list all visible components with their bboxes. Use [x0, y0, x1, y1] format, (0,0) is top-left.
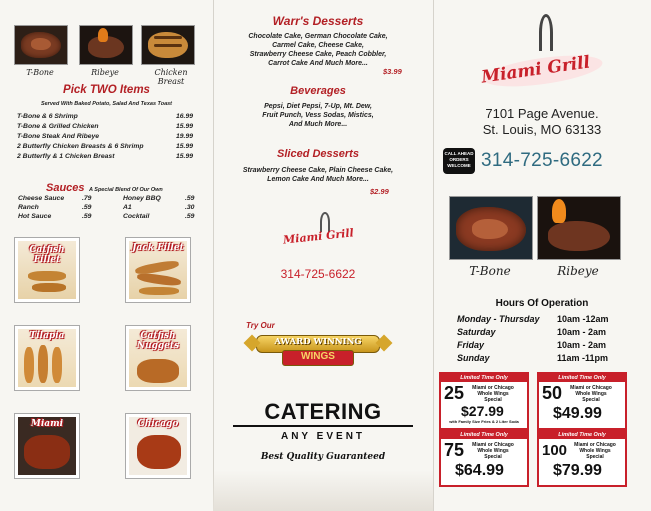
sauce-name: Cocktail — [123, 213, 150, 220]
sauces-heading — [46, 178, 163, 196]
coupon-line: Whole Wings — [579, 448, 611, 454]
sauce-price: .59 — [185, 213, 195, 220]
right-phone: 314-725-6622 — [481, 150, 603, 171]
pick-item-price: 19.99 — [176, 133, 194, 140]
left-panel — [0, 0, 213, 511]
beverage-line: Pepsi, Diet Pepsi, 7-Up, Mt. Dew, — [264, 103, 372, 110]
sauce-name: Ranch — [18, 204, 39, 211]
dessert-line: Carmel Cake, Cheese Cake, — [272, 42, 364, 49]
dessert-line: Strawberry Cheese Cake, Peach Cobbler, — [249, 51, 387, 58]
coupon-line: Miami or Chicago — [570, 385, 612, 391]
coupon-price: $27.99 — [461, 403, 504, 419]
hours-day: Saturday — [457, 327, 496, 337]
ribeye-caption: Ribeye — [91, 68, 119, 77]
catfish-fillet-tile — [15, 238, 79, 302]
coupon-line: Miami or Chicago — [472, 442, 514, 448]
coupon-line: Special — [582, 397, 600, 403]
hours-time: 10am - 2am — [557, 327, 607, 337]
coupon-price: $79.99 — [553, 462, 602, 479]
pick-item-name: T-Bone & 6 Shrimp — [17, 113, 78, 120]
coupon-line: Whole Wings — [477, 391, 509, 397]
miami-wings-label: Miami — [30, 419, 64, 429]
catering-title: CATERING — [264, 399, 382, 424]
sliced-dessert-line: Lemon Cake And Much More... — [267, 176, 369, 183]
pick-two-title: Pick TWO Items — [63, 84, 150, 96]
beverage-line: Fruit Punch, Vess Sodas, Mistics, — [262, 112, 374, 119]
sliced-desserts-price: $2.99 — [370, 187, 389, 196]
coupon-line: Special — [586, 454, 604, 460]
jack-fillet-label: Jack Fillet — [132, 243, 184, 253]
coupon-card — [537, 429, 627, 487]
coupon-line: Whole Wings — [575, 391, 607, 397]
sauce-name: Honey BBQ — [123, 195, 161, 202]
call-ahead-badge — [443, 148, 475, 174]
dessert-line: Carrot Cake And Much More... — [268, 60, 368, 67]
ribeye-caption-large: Ribeye — [557, 264, 599, 278]
coupon-lines — [561, 385, 621, 403]
coupon-line: Special — [484, 397, 502, 403]
sauce-price: .59 — [82, 213, 92, 220]
pick-two-subtitle: Served With Baked Potato, Salad And Texas Toast — [40, 101, 173, 107]
pick-item-name: T-Bone Steak And Ribeye — [17, 133, 100, 140]
beverages-title: Beverages — [290, 85, 346, 97]
palm-backdrop — [213, 470, 433, 511]
hours-day: Monday - Thursday — [457, 314, 540, 324]
sauce-price: .59 — [82, 204, 92, 211]
sauces-title: Sauces — [46, 182, 85, 194]
catfish-fillet-label: Catfish Fillet — [29, 245, 65, 265]
tilapia-tile — [15, 326, 79, 390]
desserts-price: $3.99 — [383, 67, 402, 76]
hours-time: 11am -11pm — [557, 353, 609, 363]
try-our-text: Try Our — [246, 321, 275, 330]
coupon-line: Whole Wings — [477, 448, 509, 454]
logo-wordmark: Miami Grill — [282, 226, 355, 247]
coupon-extra: with Family Size Fries & 2 Liter Soda — [449, 419, 519, 424]
coupon-card — [439, 429, 529, 487]
desserts-title: Warr's Desserts — [272, 14, 364, 28]
catering-subtitle: ANY EVENT — [280, 431, 366, 442]
right-panel — [433, 0, 651, 511]
beverage-line: And Much More... — [288, 121, 348, 128]
address-line-2: St. Louis, MO 63133 — [482, 122, 602, 137]
tbone-caption: T-Bone — [26, 68, 54, 77]
coupon-count: 100 — [542, 442, 568, 459]
hours-title: Hours Of Operation — [495, 298, 589, 309]
hours-time: 10am -12am — [557, 314, 609, 324]
logo-wordmark-large: Miami Grill — [480, 52, 592, 88]
wings-text: WINGS — [301, 351, 335, 362]
coupon-lines — [463, 385, 523, 403]
coupon-price: $64.99 — [455, 462, 504, 479]
pick-item-price: 15.99 — [176, 153, 194, 160]
sauce-price: .59 — [185, 195, 195, 202]
coupon-card — [537, 372, 627, 430]
sauces-subtitle: A Special Blend Of Our Own — [88, 187, 163, 193]
pick-item-name: 2 Butterfly Chicken Breasts & 6 Shrimp — [17, 143, 144, 150]
coupon-count: 75 — [444, 440, 465, 460]
coupon-line: Miami or Chicago — [472, 385, 514, 391]
catfish-nuggets-tile — [126, 326, 190, 390]
tbone-caption-large: T-Bone — [469, 264, 511, 278]
pick-item-price: 15.99 — [176, 143, 194, 150]
hours-time: 10am - 2am — [557, 340, 607, 350]
miami-wings-tile — [15, 414, 79, 478]
pick-item-price: 15.99 — [176, 123, 194, 130]
coupon-count: 25 — [444, 383, 465, 403]
ribeye-photo-large — [537, 196, 621, 260]
call-ahead-text: CALL AHEAD ORDERS WELCOME — [444, 151, 474, 168]
pick-item-price: 16.99 — [176, 113, 194, 120]
miami-grill-logo-small — [279, 212, 369, 256]
coupon-line: Special — [484, 454, 502, 460]
sauce-price: .79 — [82, 195, 92, 202]
award-winning-wings-banner — [246, 331, 391, 367]
miami-grill-logo — [473, 14, 613, 94]
coupon-price: $49.99 — [553, 405, 602, 422]
catering-rule — [233, 425, 413, 427]
sauce-name: Cheese Sauce — [18, 195, 65, 202]
coupon-line: Miami or Chicago — [574, 442, 616, 448]
middle-panel — [213, 0, 433, 511]
chicago-wings-tile — [126, 414, 190, 478]
coupon-lines — [569, 442, 621, 460]
coupon-lines — [463, 442, 523, 460]
sliced-desserts-title: Sliced Desserts — [277, 148, 359, 160]
ribeye-photo — [79, 25, 133, 65]
catfish-nuggets-label: Catfish Nuggets — [136, 331, 180, 351]
address-line-1: 7101 Page Avenue. — [485, 106, 599, 121]
sauce-name: Hot Sauce — [18, 213, 52, 220]
pick-item-name: T-Bone & Grilled Chicken — [17, 123, 99, 130]
chicken-breast-caption: Chicken Breast — [154, 68, 188, 86]
sauce-name: A1 — [123, 204, 132, 211]
sauce-price: .30 — [185, 204, 195, 211]
tbone-photo-large — [449, 196, 533, 260]
hours-day: Sunday — [457, 353, 490, 363]
chicken-breast-photo — [141, 25, 195, 65]
coupon-count: 50 — [542, 383, 563, 403]
tilapia-label: Tilapia — [29, 331, 65, 341]
coupon-card — [439, 372, 529, 430]
award-winning-text: AWARD WINNING — [274, 337, 362, 347]
pick-item-name: 2 Butterfly & 1 Chicken Breast — [17, 153, 115, 160]
middle-phone: 314-725-6622 — [280, 267, 356, 281]
coupon-band: Limited Time Only — [539, 431, 625, 439]
dessert-line: Chocolate Cake, German Chocolate Cake, — [248, 33, 388, 40]
coupon-band: Limited Time Only — [441, 374, 527, 382]
coupon-band: Limited Time Only — [441, 431, 527, 439]
hours-day: Friday — [457, 340, 485, 350]
tbone-photo — [14, 25, 68, 65]
coupon-band: Limited Time Only — [539, 374, 625, 382]
catering-tagline: Best Quality Guaranteed — [260, 452, 386, 462]
jack-fillet-tile — [126, 238, 190, 302]
chicago-wings-label: Chicago — [137, 419, 179, 429]
sliced-dessert-line: Strawberry Cheese Cake, Plain Cheese Cake, — [242, 167, 394, 174]
